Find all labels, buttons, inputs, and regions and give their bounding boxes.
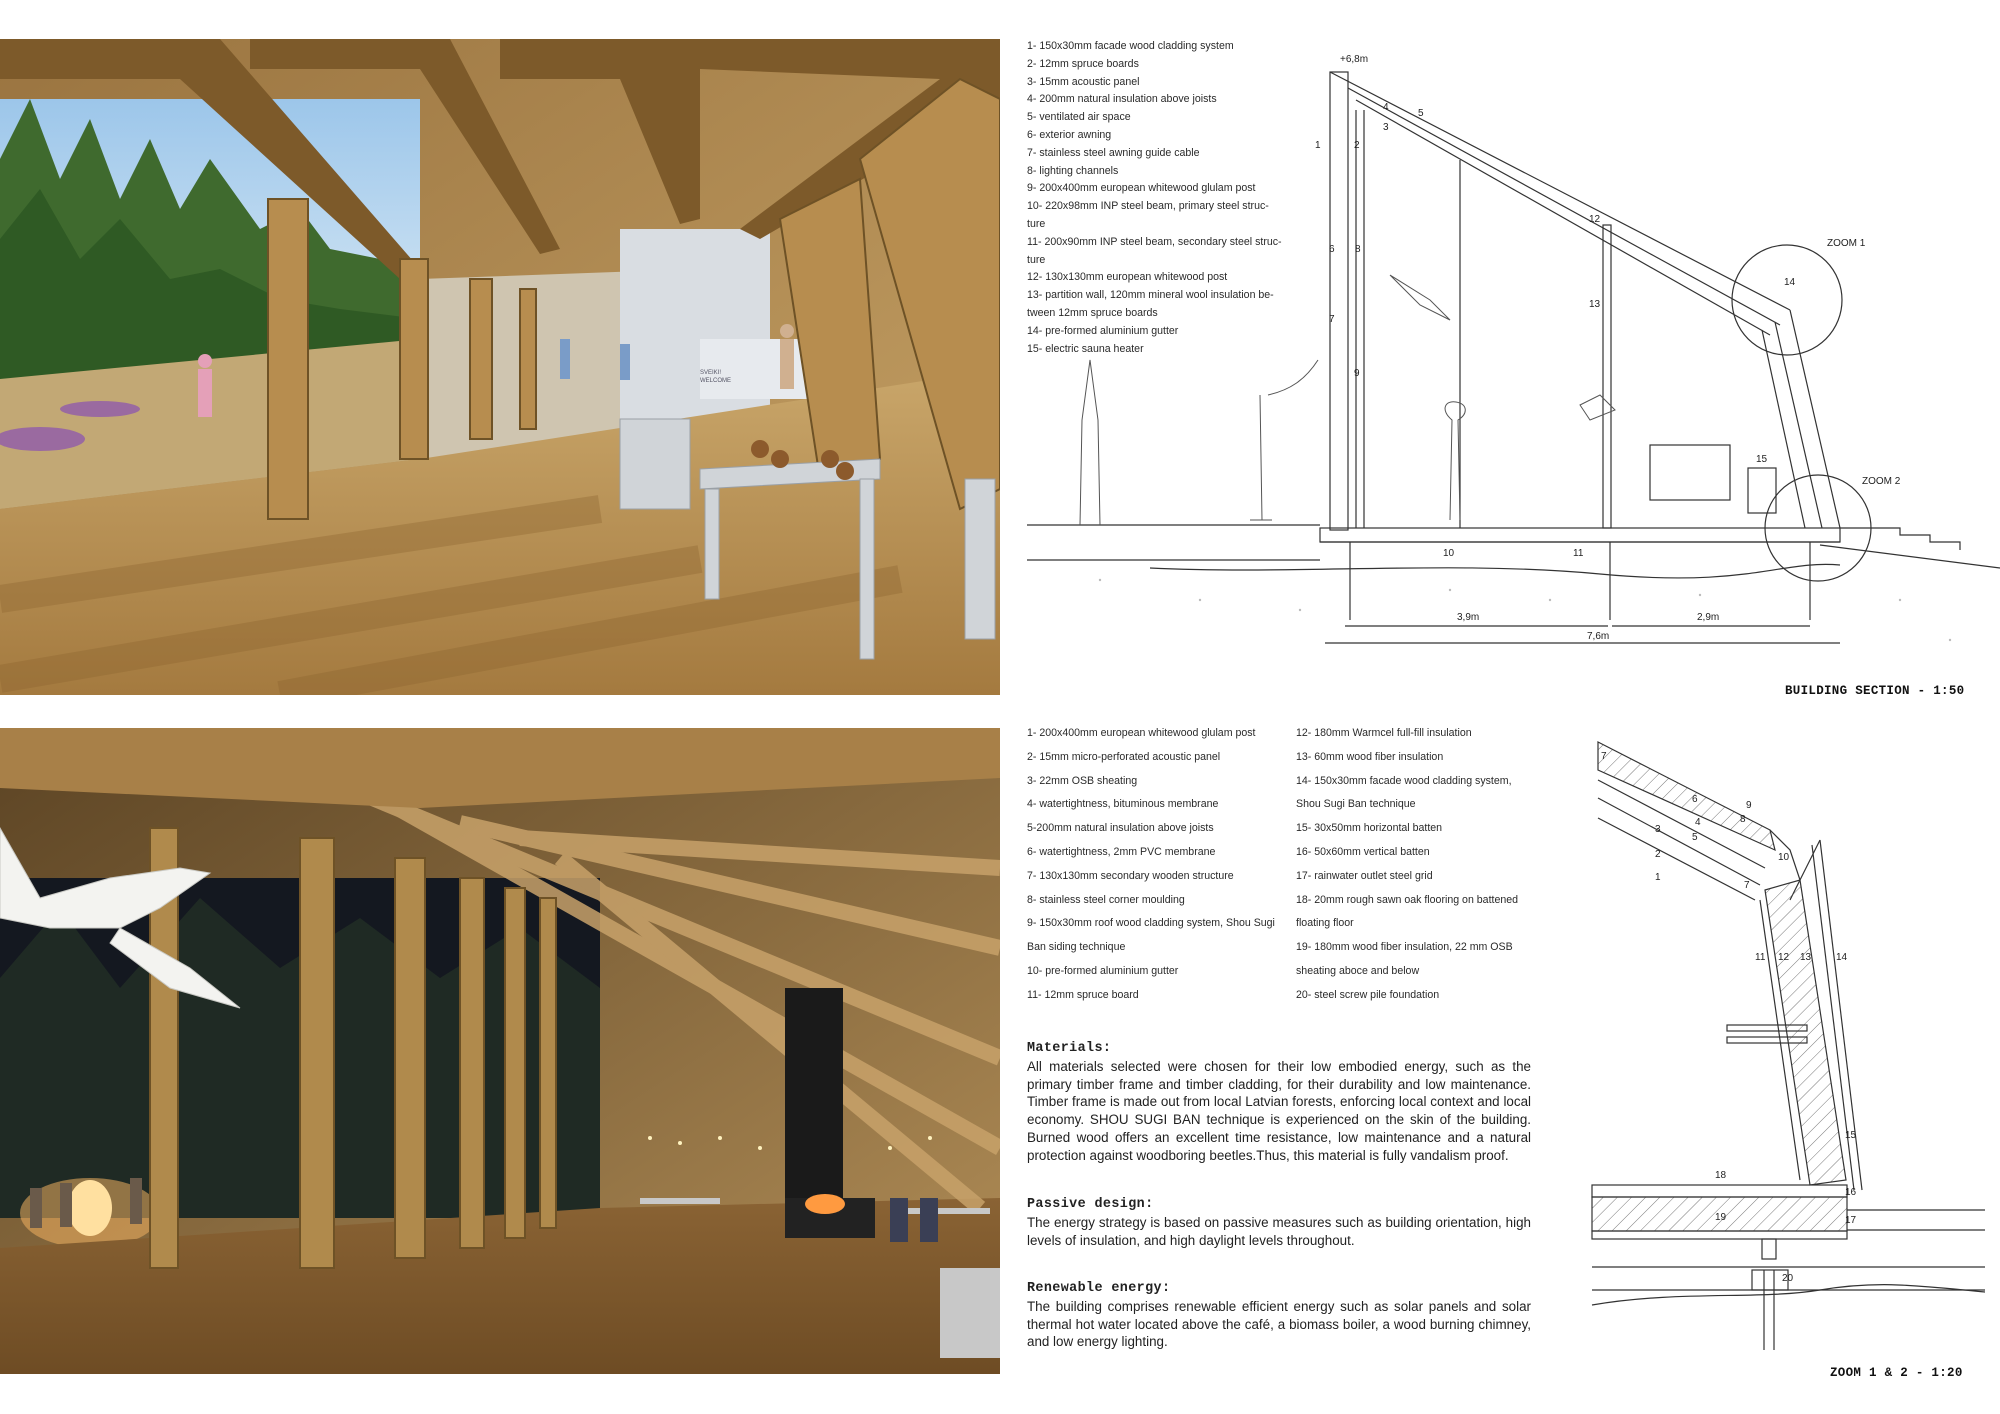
legend-item: 1- 200x400mm european whitewood glulam post bbox=[1027, 727, 1256, 739]
legend-item: 5- ventilated air space bbox=[1027, 111, 1131, 124]
detail-caption: ZOOM 1 & 2 - 1:20 bbox=[1830, 1366, 1963, 1380]
section-num-1: 1 bbox=[1315, 140, 1321, 151]
detail-num-8: 9 bbox=[1746, 800, 1752, 811]
passive-heading: Passive design: bbox=[1027, 1197, 1154, 1212]
detail-legend-col1 bbox=[1027, 722, 1275, 1008]
legend-item: 13- partition wall, 120mm mineral wool insulation be- bbox=[1027, 289, 1274, 302]
section-num-9: 9 bbox=[1354, 368, 1360, 379]
legend-item: 5-200mm natural insulation above joists bbox=[1027, 822, 1214, 835]
legend-item: Shou Sugi Ban technique bbox=[1296, 798, 1416, 811]
legend-item: Ban siding technique bbox=[1027, 941, 1126, 954]
passive-design-section bbox=[1027, 1196, 1531, 1249]
zoom-1-label: ZOOM 1 bbox=[1827, 238, 1866, 249]
detail-num-14: 13 bbox=[1800, 952, 1812, 963]
detail-num-5: 5 bbox=[1692, 832, 1698, 843]
dimension-7-6m: 7,6m bbox=[1587, 631, 1610, 642]
legend-item: 6- watertightness, 2mm PVC membrane bbox=[1027, 845, 1216, 858]
detail-num-15: 14 bbox=[1836, 952, 1848, 963]
legend-item: 4- watertightness, bituminous membrane bbox=[1027, 798, 1219, 811]
legend-item: 10- pre-formed aluminium gutter bbox=[1027, 964, 1179, 977]
legend-item: 3- 15mm acoustic panel bbox=[1027, 75, 1140, 88]
detail-num-11: 7 bbox=[1744, 880, 1750, 891]
detail-num-4: 3 bbox=[1655, 824, 1661, 835]
legend-item: 12- 180mm Warmcel full-fill insulation bbox=[1296, 727, 1472, 739]
renewable-energy-section bbox=[1027, 1280, 1531, 1351]
legend-item: sheating aboce and below bbox=[1296, 964, 1420, 977]
legend-item: 19- 180mm wood fiber insulation, 22 mm OSB bbox=[1296, 941, 1513, 954]
legend-item: 15- 30x50mm horizontal batten bbox=[1296, 822, 1443, 835]
detail-num-19: 18 bbox=[1715, 1170, 1727, 1181]
legend-item: 9- 200x400mm european whitewood glulam post bbox=[1027, 182, 1256, 195]
materials-section bbox=[1027, 1040, 1531, 1165]
legend-item: 17- rainwater outlet steel grid bbox=[1296, 869, 1433, 882]
renewable-body: The building comprises renewable efficient energy such as solar panels and solar thermal hot water located above the café, a biomass boiler, a wood burning chimney, and low energy lighting. bbox=[1027, 1298, 1531, 1350]
section-num-4: 4 bbox=[1383, 102, 1389, 113]
legend-item: floating floor bbox=[1296, 917, 1354, 930]
detail-num-2: 1 bbox=[1655, 872, 1661, 883]
legend-item: 8- stainless steel corner moulding bbox=[1027, 893, 1185, 906]
section-num-10: 10 bbox=[1443, 548, 1455, 559]
detail-num-20: 19 bbox=[1715, 1212, 1727, 1223]
section-level: +6,8m bbox=[1340, 54, 1369, 65]
section-num-12: 12 bbox=[1589, 214, 1601, 225]
building-section-drawing bbox=[1020, 40, 2000, 680]
detail-num-10: 10 bbox=[1778, 852, 1790, 863]
legend-item: 11- 200x90mm INP steel beam, secondary steel struc- bbox=[1027, 235, 1282, 248]
detail-num-13: 12 bbox=[1778, 952, 1790, 963]
legend-item: 20- steel screw pile foundation bbox=[1296, 988, 1440, 1001]
legend-item: 2- 15mm micro-perforated acoustic panel bbox=[1027, 750, 1221, 763]
welcome-sign bbox=[700, 369, 840, 385]
legend-item: 16- 50x60mm vertical batten bbox=[1296, 845, 1430, 858]
legend-item: 7- 130x130mm secondary wooden structure bbox=[1027, 869, 1234, 882]
passive-body: The energy strategy is based on passive measures such as building orientation, high levels of insulation, and high daylight levels throughout. bbox=[1027, 1214, 1531, 1248]
detail-num-9: 8 bbox=[1740, 814, 1746, 825]
detail-num-17: 16 bbox=[1845, 1187, 1857, 1198]
detail-num-21: 20 bbox=[1782, 1273, 1794, 1284]
section-num-11: 11 bbox=[1573, 548, 1584, 559]
legend-item: 11- 12mm spruce board bbox=[1027, 988, 1139, 1001]
detail-num-18: 17 bbox=[1845, 1215, 1857, 1226]
section-num-13: 13 bbox=[1589, 299, 1601, 310]
sign-line-2: WELCOME bbox=[700, 378, 732, 384]
detail-num-6: 6 bbox=[1692, 794, 1698, 805]
zoom-2-label: ZOOM 2 bbox=[1862, 476, 1901, 487]
detail-num-1: 7 bbox=[1601, 751, 1607, 762]
detail-num-7: 4 bbox=[1695, 817, 1701, 828]
detail-drawing bbox=[1585, 735, 1985, 1355]
detail-legend-col2 bbox=[1296, 722, 1518, 1008]
legend-item: ture bbox=[1027, 217, 1046, 230]
render-daytime-interior bbox=[0, 39, 1000, 695]
sign-line-1: SVEIKI! bbox=[700, 370, 722, 376]
legend-item: 4- 200mm natural insulation above joists bbox=[1027, 93, 1217, 106]
render-night-cafe bbox=[0, 728, 1000, 1374]
legend-item: 1- 150x30mm facade wood cladding system bbox=[1027, 40, 1234, 52]
legend-item: 14- pre-formed aluminium gutter bbox=[1027, 324, 1179, 337]
legend-item: 6- exterior awning bbox=[1027, 128, 1112, 141]
section-num-7: 7 bbox=[1329, 314, 1335, 325]
section-num-2: 2 bbox=[1354, 140, 1360, 151]
renewable-heading: Renewable energy: bbox=[1027, 1281, 1171, 1296]
detail-num-16: 15 bbox=[1845, 1130, 1857, 1141]
section-num-8: 8 bbox=[1355, 244, 1361, 255]
section-num-14: 14 bbox=[1784, 277, 1796, 288]
detail-num-3: 2 bbox=[1655, 849, 1661, 860]
legend-item: 8- lighting channels bbox=[1027, 164, 1119, 177]
section-num-5: 5 bbox=[1418, 108, 1424, 119]
legend-item: 9- 150x30mm roof wood cladding system, Shou Sugi bbox=[1027, 917, 1275, 930]
materials-body: All materials selected were chosen for their low embodied energy, such as the primary timber frame and timber cladding, for their durability and low maintenance. Timber frame is made out from local Latvian forests, enforcing local context and local economy. SHOU SUGI BAN technique is experienced on the skin of the building. Burned wood offers an excellent time resistance, low maintenance and a natural protection against woodboring beetles.Thus, this material is fully vandalism proof. bbox=[1027, 1058, 1531, 1163]
dimension-2-9m: 2,9m bbox=[1697, 612, 1720, 623]
legend-item: 12- 130x130mm european whitewood post bbox=[1027, 271, 1228, 284]
section-num-3: 3 bbox=[1383, 122, 1389, 133]
section-num-6: 6 bbox=[1329, 244, 1335, 255]
materials-heading: Materials: bbox=[1027, 1041, 1112, 1056]
legend-item: 3- 22mm OSB sheating bbox=[1027, 774, 1138, 787]
legend-item: tween 12mm spruce boards bbox=[1027, 306, 1158, 319]
legend-item: 7- stainless steel awning guide cable bbox=[1027, 146, 1200, 159]
detail-num-12: 11 bbox=[1755, 952, 1766, 963]
legend-item: 18- 20mm rough sawn oak flooring on battened bbox=[1296, 893, 1519, 906]
legend-item: 13- 60mm wood fiber insulation bbox=[1296, 750, 1444, 763]
legend-item: 10- 220x98mm INP steel beam, primary steel struc- bbox=[1027, 200, 1269, 213]
legend-item: 2- 12mm spruce boards bbox=[1027, 57, 1139, 70]
section-num-15: 15 bbox=[1756, 454, 1768, 465]
dimension-3-9m: 3,9m bbox=[1457, 612, 1480, 623]
section-caption: BUILDING SECTION - 1:50 bbox=[1785, 684, 1965, 698]
legend-item: ture bbox=[1027, 253, 1046, 266]
legend-item: 15- electric sauna heater bbox=[1027, 342, 1144, 355]
legend-item: 14- 150x30mm facade wood cladding system, bbox=[1296, 774, 1512, 787]
